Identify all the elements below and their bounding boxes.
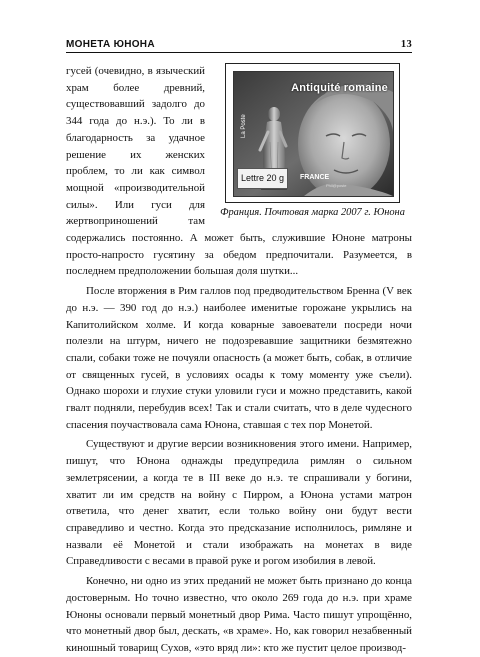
postage-stamp — [225, 63, 400, 203]
body-text — [66, 63, 412, 657]
paragraph-4: Конечно, ни одно из этих преданий не может быть признано до конца достоверным. Но точно известно, что около 269 года до н.э. при храме Юноны основали первый монетный двор Рима. Часто пишут упрощённо, что монетный двор был, дескать, «в храме». Но, как говорил незабвенный киношный товарищ Сухов, «это вряд ли»: кто же пустит целое производ- — [66, 575, 412, 654]
paragraph-1: гусей (очевидно, в языческий храм более древний, существовавший задолго до 344 года до н.э.). То ли в благодарность за удачное решение их женских проблем, то ли как символ мощной «производительной силы». Или гуси для жертвоприношений там содержались постоянно. А может быть, служившие Юноне матроны просто-напросто гусятину за обедом предпочитали. Разумеется, в последнем предположении большая доля шутки... — [66, 65, 412, 278]
paragraph-2: После вторжения в Рим галлов под предводительством Бренна (V век до н.э. — 390 год до н.э.) наиболее именитые горожане укрылись на Капитолийском холме. И когда коварные завоеватели посреди ночи полезли на штурм, ничего не подозревавшие защитники безмятежно спали, собаки тоже не почуяли опасность (а может быть, собак, в отличие от священных гусей, в условиях осады к тому моменту уже съели). Однако шорохи и глухие стуки уловили гуси и можно представить, какой гвалт подняли, перебудив всех! Так и стали считать, что в деле чудесного спасения поучаствовала сама Юнона, ставшая с тех пор Монетой. — [66, 285, 412, 431]
stamp-country: FRANCE — [300, 174, 330, 182]
stamp-image — [233, 71, 394, 197]
running-header — [66, 38, 412, 53]
stamp-figure — [213, 63, 412, 219]
stamp-printer-mark: Phil@poste — [326, 183, 347, 189]
book-page — [66, 38, 412, 654]
paragraph-3: Существуют и другие версии возникновения этого имени. Например, пишут, что Юнона однажды предупредила римлян о сильном землетрясении, а когда те в III веке до н.э. те спрашивали у богини, хватит ли им средств на войну с Пирром, а Юнона устами матрон ответила, что денег хватит, если только войну они будут вести справедливо и честно. Когда это предсказание исполнилось, римляне и назвали её Монетой и стали изображать на монетах в виде Справедливости с весами в правой руке и рогом изобилия в левой. — [66, 438, 412, 568]
figure-caption: Франция. Почтовая марка 2007 г. Юнона — [220, 207, 405, 218]
chapter-title: МОНЕТА ЮНОНА — [66, 39, 155, 50]
stamp-issuer: La Poste — [241, 114, 247, 138]
page-number: 13 — [400, 39, 412, 50]
stamp-denomination: Lettre 20 g — [237, 168, 288, 189]
stamp-title: Antiquité romaine — [291, 82, 388, 94]
